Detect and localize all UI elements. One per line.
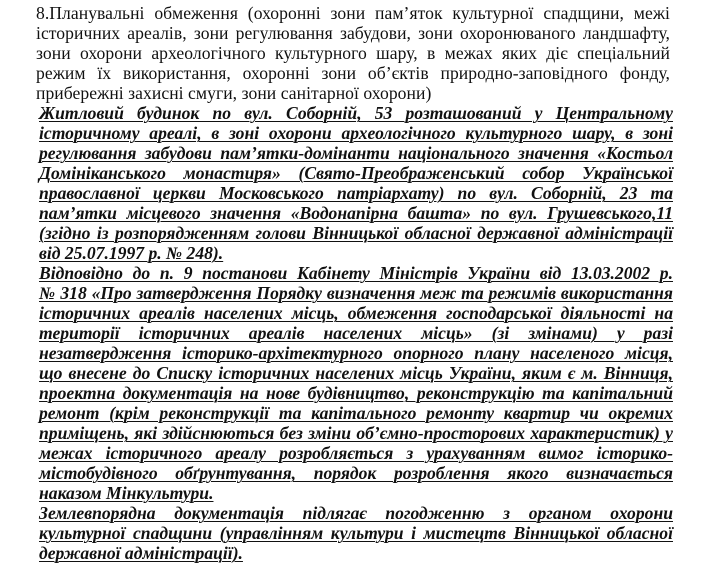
resolution-line-7: проектна документація на нове будівництво, реконструкцію та капітальний: [39, 383, 673, 403]
resolution-line-1: Відповідно до п. 9 постанови Кабінету Міністрів України від 13.03.2002 р.: [39, 263, 673, 283]
resolution-line-11: містобудівного обґрунтування, порядок розроблення якого визначається: [39, 463, 673, 483]
section-8-line-2: історичних ареалів, зони регулювання забудови, зони охоронюваного ландшафту,: [36, 23, 670, 43]
land-line-2: культурної спадщини (управлінням культури і мистецтв Вінницької обласної: [39, 523, 673, 543]
building-line-8: від 25.07.1997 р. № 248).: [39, 243, 224, 263]
resolution-line-4: території історичних ареалів населених місць» (зі змінами) у разі: [39, 323, 673, 343]
land-line-1: Землевпорядна документація підлягає погодженню з органом охорони: [39, 503, 673, 523]
land-line-3: державної адміністрації).: [39, 543, 243, 563]
building-line-5: православної церкви Московського патріархату) по вул. Соборній, 23 та: [39, 183, 673, 203]
building-line-2: історичному ареалі, в зоні охорони археологічного культурного шару, в зоні: [39, 123, 673, 143]
resolution-line-6: що внесене до Списку історичних населених місць України, яким є м. Вінниця,: [39, 363, 673, 383]
section-8-line-1: 8.Планувальні обмеження (охоронні зони пам’яток культурної спадщини, межі: [36, 3, 670, 23]
building-line-6: пам’ятки місцевого значення «Водонапірна башта» по вул. Грушевського,11: [39, 203, 673, 223]
resolution-line-3: історичних ареалів населених місць, обмеження господарської діяльності на: [39, 303, 673, 323]
section-8-line-5: прибережні захисні смуги, зони санітарної охорони): [36, 83, 432, 103]
resolution-line-10: межах історичного ареалу розробляється з урахуванням вимог історико-: [39, 443, 673, 463]
section-8-line-4: режим їх використання, охоронні зони об’єктів природно-заповідного фонду,: [36, 63, 670, 83]
building-line-7: (згідно із розпорядженням голови Вінницької обласної державної адміністрації: [39, 223, 673, 243]
resolution-line-5: незатвердження історико-архітектурного опорного плану населеного місця,: [39, 343, 673, 363]
section-8-line-3: зони охорони археологічного культурного шару, в межах яких діє спеціальний: [36, 43, 670, 63]
resolution-line-12: наказом Мінкультури.: [39, 483, 214, 503]
resolution-line-2: № 318 «Про затвердження Порядку визначення меж та режимів використання: [39, 283, 673, 303]
building-line-3: регулювання забудови пам’ятки-домінанти національного значення «Костьол: [39, 143, 673, 163]
resolution-line-9: приміщень, які здійснюються без зміни об’ємно-просторових характеристик) у: [39, 423, 673, 443]
resolution-line-8: ремонт (крім реконструкції та капітального ремонту квартир чи окремих: [39, 403, 673, 423]
building-line-4: Домініканського монастиря» (Свято-Преображенський собор Української: [39, 163, 673, 183]
building-line-1: Житловий будинок по вул. Соборній, 53 розташований у Центральному: [39, 103, 673, 123]
